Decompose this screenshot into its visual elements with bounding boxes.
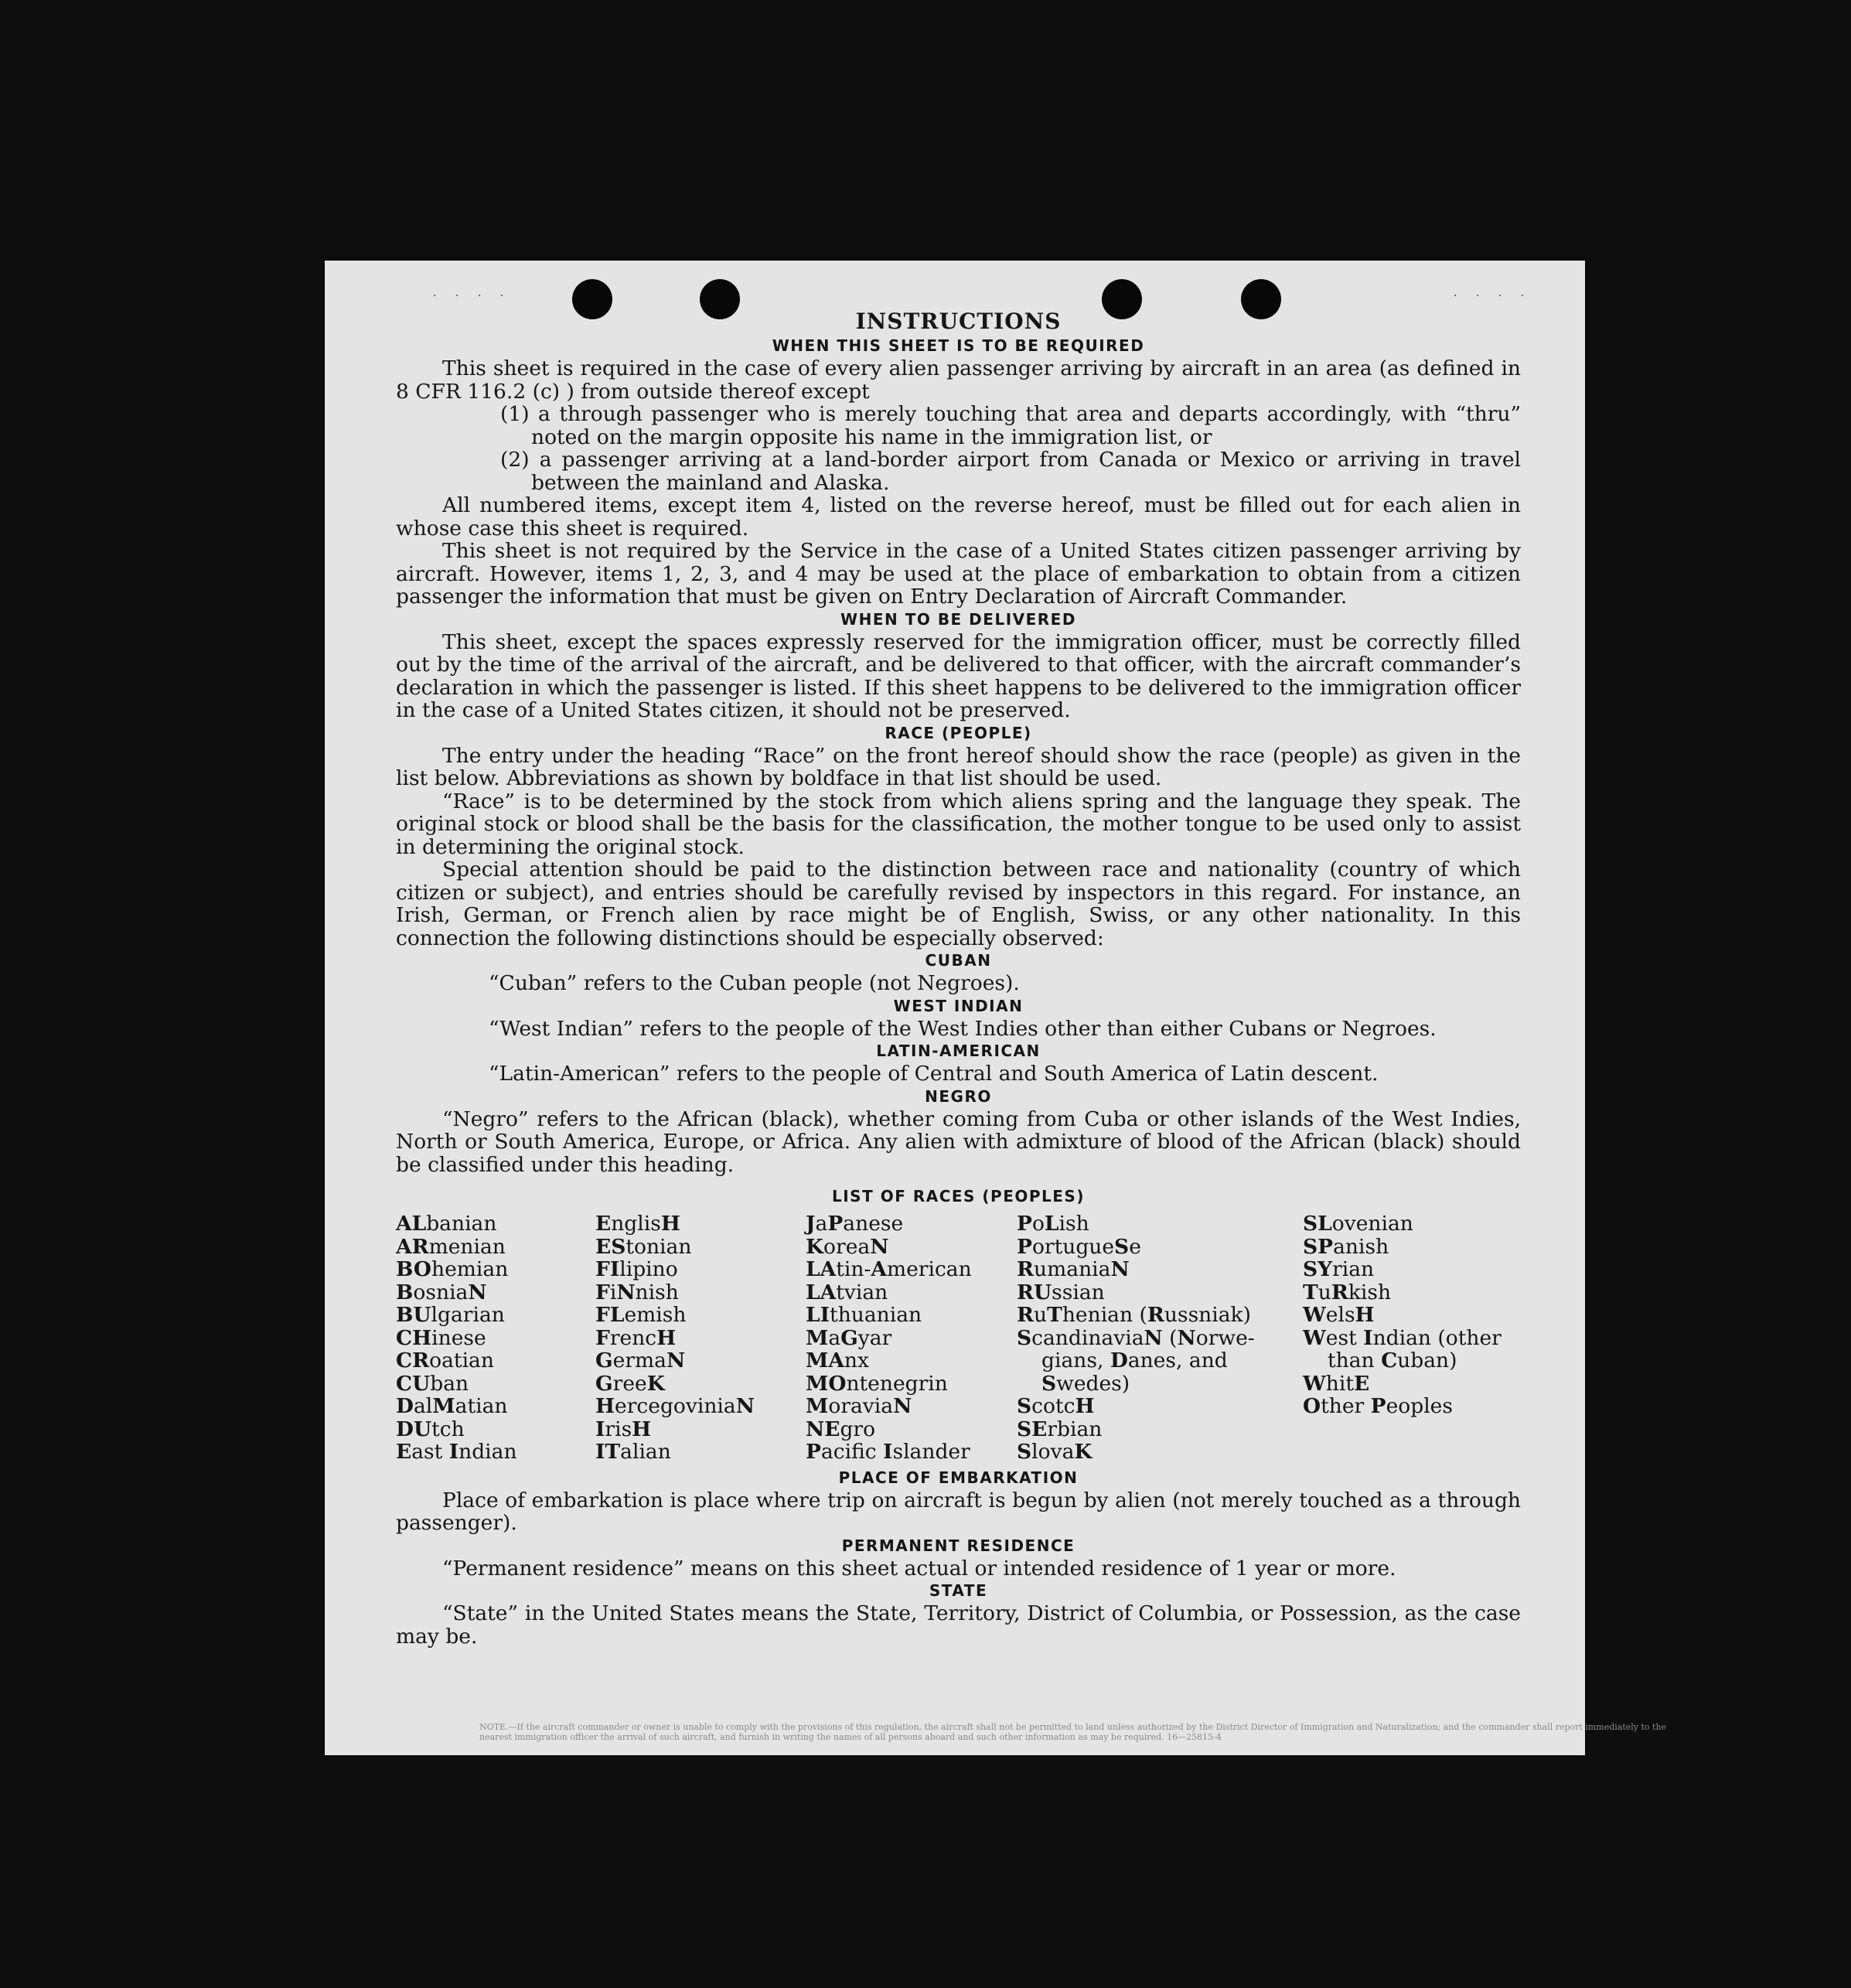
race-entry: ScandinaviaN (Norwe- xyxy=(1017,1325,1255,1350)
paragraph: Place of embarkation is place where trip on aircraft is begun by alien (not merely touched as a through passenger). xyxy=(396,1488,1521,1535)
race-entry: DalMatian xyxy=(396,1394,508,1418)
race-entry: SYrian xyxy=(1303,1257,1375,1281)
race-entry: NEgro xyxy=(806,1417,876,1441)
race-entry: gians, Danes, and xyxy=(1041,1349,1228,1373)
race-entry: LAtin-American xyxy=(806,1257,972,1281)
race-column xyxy=(396,1212,595,1464)
race-entry: GreeK xyxy=(595,1371,665,1396)
footer-line: nearest immigration officer the arrival of such aircraft, and furnish in writing the names of all persons aboard and such other information as may be required. 16—25815-4 xyxy=(479,1732,1222,1742)
race-entry: WelsH xyxy=(1303,1303,1375,1327)
race-list xyxy=(396,1212,1521,1464)
paragraph: “Permanent residence” means on this sheet actual or intended residence of 1 year or more. xyxy=(442,1556,1396,1581)
paragraph: “State” in the United States means the State, Territory, District of Columbia, or Possession, as the case may be. xyxy=(396,1601,1521,1649)
race-entry: SLovenian xyxy=(1303,1212,1413,1236)
footer-line: NOTE.—If the aircraft commander or owner is unable to comply with the provisions of this regulation, the aircraft shall not be permitted to land unless authorized by the District Director of Immigration and Naturalization; and the commander shall report immediately to the xyxy=(479,1722,1667,1732)
race-entry: BOhemian xyxy=(396,1257,509,1281)
race-entry: TuRkish xyxy=(1303,1280,1392,1304)
race-entry: FIlipino xyxy=(595,1257,678,1281)
paragraph: Special attention should be paid to the distinction between race and nationality (country of which citizen or subject), and entries should be carefully revised by inspectors in this regard. For instance, an Irish, German, or French alien by race might be of English, Swiss, or any other nationality. In this connection the following distinctions should be especially observed: xyxy=(396,858,1521,950)
print-specks: · · · · xyxy=(433,290,512,302)
race-entry: BosniaN xyxy=(396,1280,487,1304)
race-entry: BUlgarian xyxy=(396,1303,505,1327)
race-entry: CUban xyxy=(396,1371,469,1396)
heading-list-of-races: LIST OF RACES (PEOPLES) xyxy=(832,1187,1085,1205)
paragraph: “Cuban” refers to the Cuban people (not Negroes). xyxy=(489,971,1020,995)
paragraph: All numbered items, except item 4, listed on the reverse hereof, must be filled out for each alien in whose case this sheet is required. xyxy=(396,493,1521,540)
race-entry: JaPanese xyxy=(806,1212,904,1236)
race-entry: IrisH xyxy=(595,1417,652,1441)
heading-latin-american: LATIN-AMERICAN xyxy=(876,1042,1041,1060)
paragraph: The entry under the heading “Race” on the front hereof should show the race (people) as given in the list below. Abbreviations as shown by boldface in that list should be used. xyxy=(396,743,1521,790)
race-entry: MaGyar xyxy=(806,1325,892,1350)
race-entry: than Cuban) xyxy=(1328,1349,1457,1373)
race-entry: HercegoviniaN xyxy=(595,1394,755,1418)
paragraph: “Race” is to be determined by the stock from which aliens spring and the language they speak. The original stock or blood shall be the basis for the classification, the mother tongue to be used only to assist in determining the original stock. xyxy=(396,789,1521,859)
race-entry: MoraviaN xyxy=(806,1394,912,1418)
list-item: (1) a through passenger who is merely touching that area and departs accordingly, with “thru” noted on the margin opposite his name in the immigration list, or xyxy=(500,402,1521,449)
race-column xyxy=(595,1212,806,1464)
race-entry: West Indian (other xyxy=(1303,1325,1502,1350)
race-entry: GermaN xyxy=(595,1349,686,1373)
heading-when-delivered: WHEN TO BE DELIVERED xyxy=(840,609,1076,629)
race-entry: CHinese xyxy=(396,1325,486,1350)
heading-state: STATE xyxy=(929,1581,988,1600)
race-entry: ARmenian xyxy=(396,1234,506,1259)
race-entry: WhitE xyxy=(1303,1371,1370,1396)
race-entry: RUssian xyxy=(1017,1280,1105,1304)
race-entry: ALbanian xyxy=(396,1212,497,1236)
paragraph: “Latin-American” refers to the people of Central and South America of Latin descent. xyxy=(489,1062,1379,1086)
race-column xyxy=(1017,1212,1303,1464)
heading-race: RACE (PEOPLE) xyxy=(885,723,1032,742)
race-entry: FrencH xyxy=(595,1325,677,1350)
race-entry: LIthuanian xyxy=(806,1303,922,1327)
paragraph: “West Indian” refers to the people of the West Indies other than either Cubans or Negroes. xyxy=(489,1016,1437,1041)
print-specks: · · · · xyxy=(1454,290,1532,302)
race-entry: KoreaN xyxy=(806,1234,889,1259)
race-entry: CRoatian xyxy=(396,1349,494,1373)
paragraph: “Negro” refers to the African (black), whether coming from Cuba or other islands of the West Indies, North or South America, Europe, or Africa. Any alien with admixture of blood of the African (black) should be classified under this heading. xyxy=(396,1107,1521,1177)
footer-fine-print xyxy=(479,1722,1667,1745)
paragraph: This sheet is required in the case of every alien passenger arriving by aircraft in an area (as defined in 8 CFR 116.2 (c) ) from outside thereof except xyxy=(396,356,1521,404)
race-entry: DUtch xyxy=(396,1417,465,1441)
race-entry: EStonian xyxy=(595,1234,692,1259)
race-entry: EnglisH xyxy=(595,1212,680,1236)
race-column xyxy=(806,1212,1017,1464)
race-entry: ITalian xyxy=(595,1440,671,1464)
race-entry: RuThenian (Russniak) xyxy=(1017,1303,1251,1327)
heading-embarkation: PLACE OF EMBARKATION xyxy=(838,1468,1079,1487)
heading-west-indian: WEST INDIAN xyxy=(893,996,1024,1015)
heading-permanent-residence: PERMANENT RESIDENCE xyxy=(841,1536,1075,1555)
race-entry: SErbian xyxy=(1017,1417,1103,1441)
race-entry: SlovaK xyxy=(1017,1440,1093,1464)
race-entry: East Indian xyxy=(396,1440,517,1464)
race-entry: FLemish xyxy=(595,1303,687,1327)
race-entry: ScotcH xyxy=(1017,1394,1095,1418)
paragraph: This sheet, except the spaces expressly reserved for the immigration officer, must be correctly filled out by the time of the arrival of the aircraft, and be delivered to that officer, with the aircraft commander’s declaration in which the passenger is listed. If this sheet happens to be delivered to the immigration officer in the case of a United States citizen, it should not be preserved. xyxy=(396,629,1521,722)
instructions-content xyxy=(396,309,1521,1648)
race-entry: MOntenegrin xyxy=(806,1371,948,1396)
race-entry: PoLish xyxy=(1017,1212,1089,1236)
heading-cuban: CUBAN xyxy=(925,951,992,970)
race-entry: SPanish xyxy=(1303,1234,1389,1259)
document-page xyxy=(325,261,1667,1755)
race-entry: PortugueSe xyxy=(1017,1234,1141,1259)
race-entry: Other Peoples xyxy=(1303,1394,1453,1418)
page-title: INSTRUCTIONS xyxy=(855,309,1062,334)
race-entry: MAnx xyxy=(806,1349,869,1373)
heading-when-required: WHEN THIS SHEET IS TO BE REQUIRED xyxy=(772,336,1145,355)
heading-negro: NEGRO xyxy=(925,1086,992,1106)
race-column xyxy=(1303,1212,1521,1464)
race-entry: RumaniaN xyxy=(1017,1257,1130,1281)
paragraph: This sheet is not required by the Service in the case of a United States citizen passenger arriving by aircraft. However, items 1, 2, 3, and 4 may be used at the place of embarkation to obtain from a citizen passenger the information that must be given on Entry Declaration of Aircraft Commander. xyxy=(396,539,1521,609)
race-entry: Swedes) xyxy=(1041,1371,1130,1396)
race-entry: LAtvian xyxy=(806,1280,888,1304)
race-entry: Pacifc Islander xyxy=(806,1440,970,1464)
list-item: (2) a passenger arriving at a land-border airport from Canada or Mexico or arriving in travel between the mainland and Alaska. xyxy=(500,448,1521,495)
race-entry: FiNnish xyxy=(595,1280,679,1304)
